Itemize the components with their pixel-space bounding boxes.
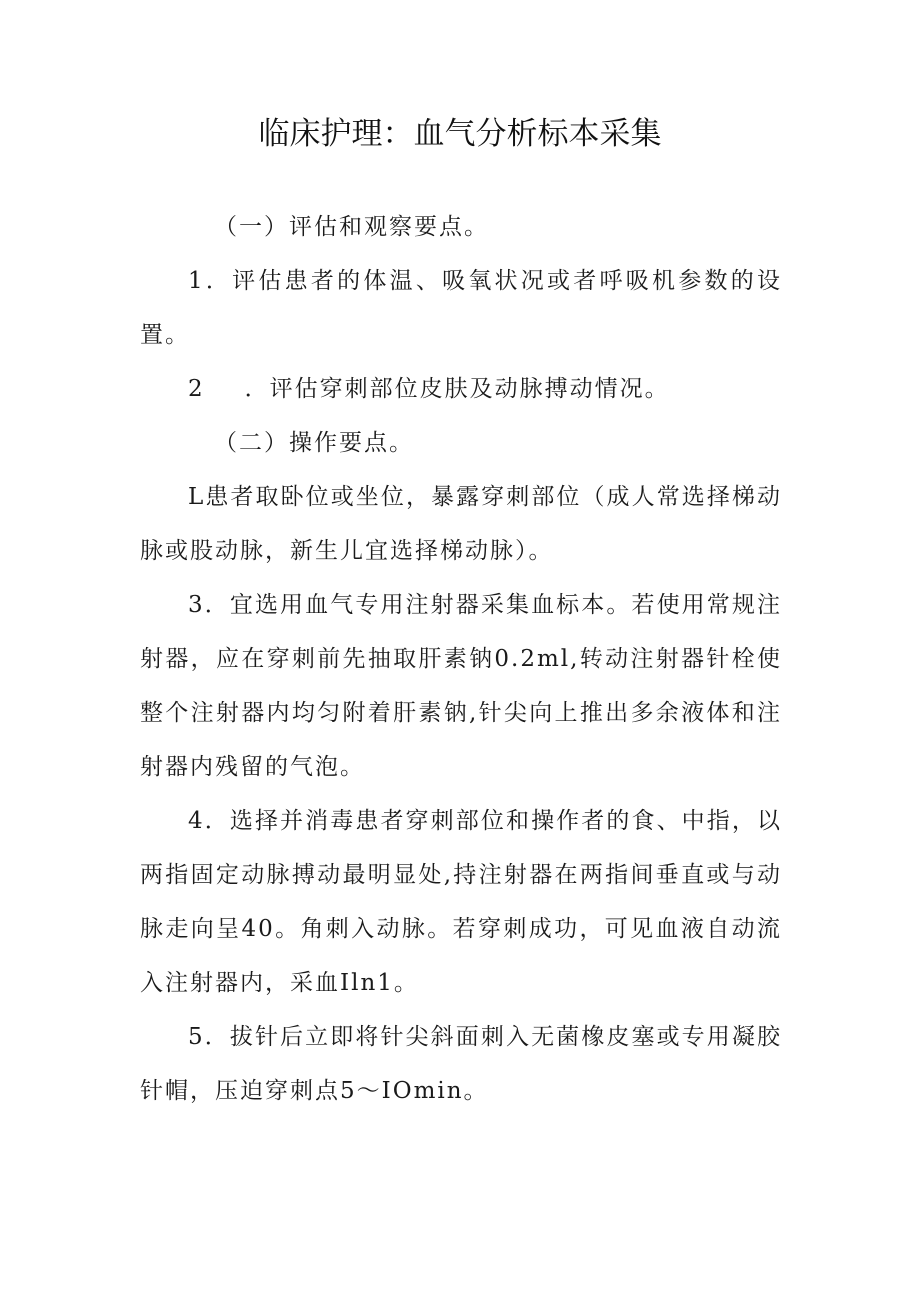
list-item-text: 5．拔针后立即将针尖斜面刺入无菌橡皮塞或专用凝胶针帽，压迫穿刺点5～IOmin。: [140, 1024, 782, 1104]
list-item-text: ．评估穿刺部位皮肤及动脉搏动情况。: [244, 376, 670, 402]
list-item: [140, 254, 782, 362]
section-heading-text: （二）操作要点。: [214, 430, 414, 456]
list-item-text: 1．评估患者的体温、吸氧状况或者呼吸机参数的设置。: [140, 268, 782, 348]
list-item-text: 3．宜选用血气专用注射器采集血标本。若使用常规注射器，应在穿刺前先抽取肝素钠0.2ml,转动注射器针栓使整个注射器内均匀附着肝素钠,针尖向上推出多余液体和注射器内残留的气泡。: [140, 592, 782, 780]
list-item: [140, 1010, 782, 1118]
list-item-number: 2: [188, 376, 205, 402]
list-item: [140, 362, 782, 416]
section-heading-operation: [140, 416, 782, 470]
document-body: [140, 200, 782, 1118]
list-item: [140, 794, 782, 1010]
list-item: [140, 470, 782, 578]
section-heading-text: （一）评估和观察要点。: [214, 214, 489, 240]
list-item: [140, 578, 782, 794]
document-title: 临床护理：血气分析标本采集: [258, 116, 662, 152]
list-item-text: L患者取卧位或坐位，暴露穿刺部位（成人常选择梯动脉或股动脉，新生儿宜选择梯动脉）。: [140, 484, 782, 564]
list-item-text: 4．选择并消毒患者穿刺部位和操作者的食、中指，以两指固定动脉搏动最明显处,持注射器在两指间垂直或与动脉走向呈40。角刺入动脉。若穿刺成功，可见血液自动流入注射器内，采血Iln1。: [140, 808, 782, 996]
section-heading-assessment: [140, 200, 782, 254]
